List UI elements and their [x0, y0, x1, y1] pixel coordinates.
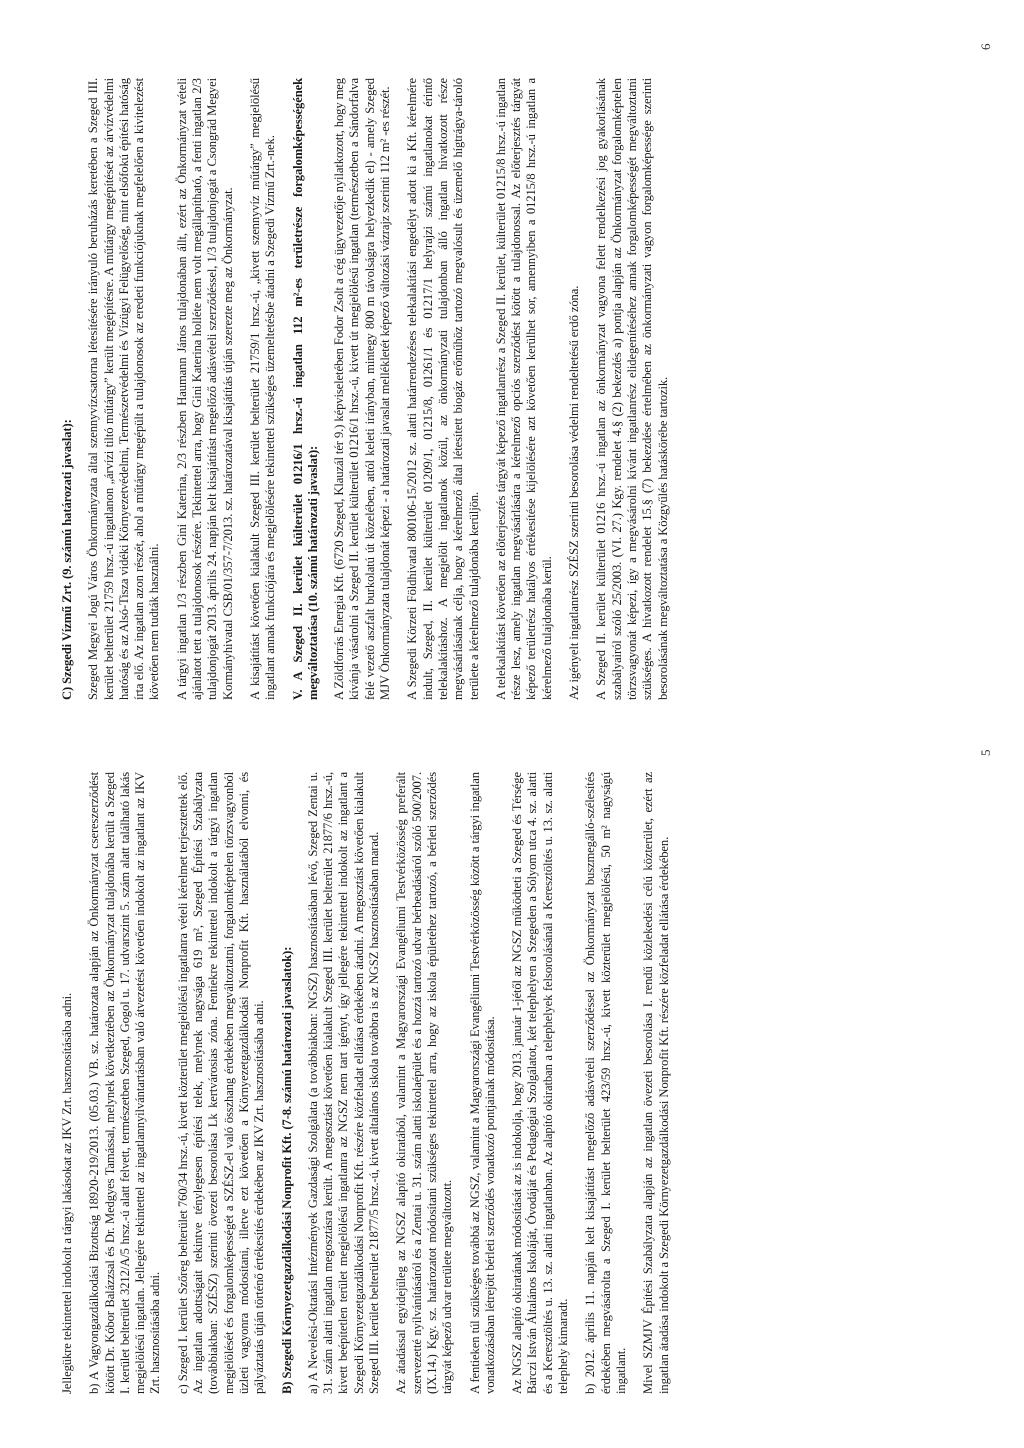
paragraph: A tárgyi ingatlan 1/3 részben Gini Katerina, 2/3 részben Haumann János tulajdonában állt, ezért az Önkormányzat vételi ajánlatot tett a tulajdonosok részére. Tekintettel arra, hogy Gini Katerina hollétе nem volt megállapítható, a fenti ingatlan 2/3 tulajdonjogát 2013. április 24. napján kelt kisajátítást megelőző adásvételi szerződéssel, 1/3 tulajdonjogát a Csongrád Megyei Kormányhivatal CSB/01/357-7/2013. sz. határozatával kisajátítás útján szerezte meg az Önkormányzat.	[174, 78, 235, 700]
page-number-right: 6	[978, 43, 993, 50]
paragraph: b) A Vagyongazdálkodási Bizottság 18920-219/2013. (05.03.) VB. sz. határozata alapján az Önkormányzat csereszerződést kötött Dr. Kóbor Balázzsal és Dr. Medgyes Tamással, melynek következtében az Önkormányzat tulajdonába került a Szeged I. kerület belterület 3212/A/5 hrsz.-ú alatt felvett, természetben Szeged, Gogol u. 17. udvarszint 5. szám alatt található lakás megjelölésű ingatlan. Jellegére tekintettel az ingatlannyilvántartásban való átvezetést követően indokolt az ingatlant az IKV Zrt. hasznosításába adni.	[87, 772, 163, 1394]
paragraph: Jellegükre tekintettel indokolt a tárgyi lakásokat az IKV Zrt. hasznosításába adni.	[60, 992, 74, 1394]
paragraph: Az átadással egyidejűleg az NGSZ alapító okiratából, valamint a Magyarországi Evangéliumi Testvérközösség preferált szervezetté nyilvánításáról és a Zentai u. 31. szám alatti iskolaépület és a hozzá tartozó udvar bérbeadásáról szóló 500/2007. (IX.14.) Kgy. sz. határozatot módosítani szükséges tekintettel arra, hogy az iskola épületéhez tartozó, a bérleti szerződés tárgyát képező udvar területe megváltozott.	[394, 772, 455, 1394]
section-heading-b: B) Szegedi Környezetgazdálkodási Nonprofit Kft. (7-8. számú határozati javaslatok):	[279, 946, 294, 1394]
paragraph: Mivel SZMJV Építési Szabályzata alapján az ingatlan övezeti besorolása I. rendű közlekedési célú közterület, ezért az ingatlan átadása indokolt a Szegedi Környezetgazdálkodási Nonprofit Kft. részére közfeladat ellátása érdekében.	[641, 772, 671, 1394]
paragraph: A Zöldforrás Energia Kft. (6720 Szeged, Klauzál tér 9.) képviseletében Fodor Zsolt a cég ügyvezetője nyilatkozott, hogy meg kívánja vásárolni a Szeged II. kerület külterület 01216/1 hrsz.-ú, kivett út megjelölésű ingatlan (természetben a Sándorfalva felé vezető aszfalt burkolatú út közelében, attól keleti irányban, mintegy 800 m távolságra helyezkedik el) - amely Szeged MJV Önkormányzata tulajdonát képezi - a határozati javaslat mellékletét képező változási vázrajz szerinti 112 m² -es részét.	[332, 78, 393, 700]
page-number-left: 5	[978, 749, 993, 756]
paragraph: Az igényelt ingatlanrész SZÉSZ szerinti besorolása védelmi rendeltetésű erdő zóna.	[567, 285, 582, 700]
section-heading-c: C) Szegedi Vízmű Zrt. (9. számú határozati javaslat):	[60, 419, 74, 700]
left-page-column	[60, 772, 684, 1394]
paragraph: b) 2012. április 11. napján kelt kisajátítást megelőző adásvételi szerződéssel az Önkormányzat buszmegálló-szélesítés érdekében megvásárolta a Szeged I. kerület belterület 423/59 hrsz.-ú, kivett közterület megjelölésű, 50 m² nagyságú ingatlant.	[583, 772, 628, 1394]
right-page-column	[60, 78, 683, 700]
paragraph: Szeged Megyei Jogú Város Önkormányzata által szennyvízcsatorna létesítésére irányuló beruházás keretében a Szeged III. kerület belterület 21759 hrsz.-ú ingatlanon „árvízi tiltó műtárgy” került megépítésre. A műtárgy megépítését az árvízvédelmi hatóság és az Alsó-Tisza vidéki Környezetvédelmi, Természetvédelmi és Vízügyi Felügyelőség, mint elsőfokú építési hatóság írta elő. Az ingatlan azon részét, ahol a műtárgy megépült a tulajdonosok az eredeti funkciójuknak megfelelően a kivitelezést követően nem tudták használni.	[86, 78, 162, 700]
paragraph: c) Szeged I. kerület Szőreg belterület 760/34 hrsz.-ú, kivett közterület megjelölésű ingatlanra vételi kérelmet terjesztettek elő. Az ingatlan adottságait tekintve ténylegesen építési telek, melynek nagysága 619 m², Szeged Építési Szabályzata (továbbiakban: SZÉSZ) szerinti övezeti besorolása Lk kertvárosias zóna. Fentiekre tekintettel indokolt a tárgyi ingatlan megjelölését és forgalomképességét a SZÉSZ-el való összhang érdekében megváltoztatni, forgalomképtelen törzsvagyonból üzleti vagyonra módosítani, illetve ezt követően a Környezetgazdálkodási Nonprofit Kft. használatából elvonni, és pályáztatás útján történő értékesítés érdekében az IKV Zrt. hasznosításába adni.	[175, 772, 267, 1394]
paragraph: Az NGSZ alapító okiratának módosítását az is indokolja, hogy 2013. január 1-jétől az NGSZ működteti a Szeged és Térsége Bárczi István Általános Iskoláját, Óvodáját és Pedagógiai Szolgálatot, két telephelyen a Szegeden a Sólyom utca 4. sz. alatti és a Keresztöltés u. 13. sz. alatti ingatlanban. Az alapító okiratban a telephelyek felsorolásánál a Keresztöltés u. 13. sz. alatti telephely kimaradt.	[510, 772, 571, 1394]
paragraph: A Szeged II. kerület külterület 01216 hrsz.-ú ingatlan az önkormányzat vagyona felett rendelkezési jog gyakorlásának szabályairól szóló 25/2003. (VI. 27.) Kgy. rendelet 4.§ (2) bekezdés a) pontja alapján az Önkormányzat forgalomképtelen törzsvagyonát képezi, így a megvásárolni kívánt ingatlanrész elidegenítéséhez annak forgalomképességét megváltoztatni szükséges. A hivatkozott rendelet 15.§ (7) bekezdése értelmében az önkormányzati vagyon forgalomképessége szerinti besorolásának megváltoztatása a Közgyűlés hatáskörébe tartozik.	[594, 78, 670, 700]
section-heading-v: V. A Szeged II. kerület külterület 01216/1 hrsz.-ú ingatlan 112 m²-es területrésze forgalomképességének megváltoztatása (10. számú határozati javaslat):	[290, 78, 320, 700]
paragraph: A telekalakítást követően az előterjesztés tárgyát képező ingatlanrész a Szeged II. kerület, külterület 01215/8 hrsz.-ú ingatlan része lesz, amely ingatlan megvásárlására a kérelmező opciós szerződést kötött a tulajdonossal. Az előterjesztés tárgyát képező területrész hatályos értékesítése kijelölésére azt követően kerülhet sor, amennyiben a 01215/8 hrsz.-ú ingatlan a kérelmező tulajdonába kerül.	[493, 78, 554, 700]
paragraph: A fentieken túl szükséges továbbá az NGSZ, valamint a Magyarországi Evangéliumi Testvérközösség között a tárgyi ingatlan vonatkozásában létrejött bérleti szerződés vonatkozó pontjainak módosítása.	[467, 772, 497, 1394]
paragraph: a) A Nevelési-Oktatási Intézmények Gazdasági Szolgálata (a továbbiakban: NGSZ) hasznosításában lévő, Szeged Zentai u. 31. szám alatti ingatlan megosztásra került. A megosztást követően kialakult Szeged III. kerület belterület 21877/6 hrsz.-ú, kivett beépítetlen terület megjelölésű ingatlanra az NGSZ nem tart igényt, így jellegére tekintettel indokolt az ingatlant a Szegedi Környezetgazdálkodási Nonprofit Kft. részére közfeladat ellátása érdekében átadni. A megosztást követően kialakult Szeged III. kerület belterület 21877/5 hrsz.-ú, kivett általános iskola továbbra is az NGSZ hasznosításában marad.	[305, 772, 382, 1394]
paragraph: A Szegedi Körzeti Földhivatal 800106-15/2012 sz. alatti határrendezéses telekalakítási engedélyt adott ki a Kft. kérelmére indult, Szeged, II. kerület külterület 01209/1, 01215/8, 01261/1 és 01217/1 helyrajzi számú ingatlanokat érintő telekalakításhoz. A megjelölt ingatlanok közül, az önkormányzati tulajdonban álló ingatlan hivatkozott része megvásárlásának célja, hogy a kérelmező által létesített biogáz erőműhöz tartozó megvalósult és üzemelő hígtrágya-tároló területe a kérelmező tulajdonába kerüljön.	[405, 78, 481, 700]
paragraph: A kisajátítást követően kialakult Szeged III. kerület belterület 21759/1 hrsz.-ú, „kivett szennyvíz műtárgy” megjelölésű ingatlant annak funkciójára és megjelölésére tekintettel szükséges üzemeltetésbe átadni a Szegedi Vízmű Zrt.-nek.	[247, 78, 278, 700]
